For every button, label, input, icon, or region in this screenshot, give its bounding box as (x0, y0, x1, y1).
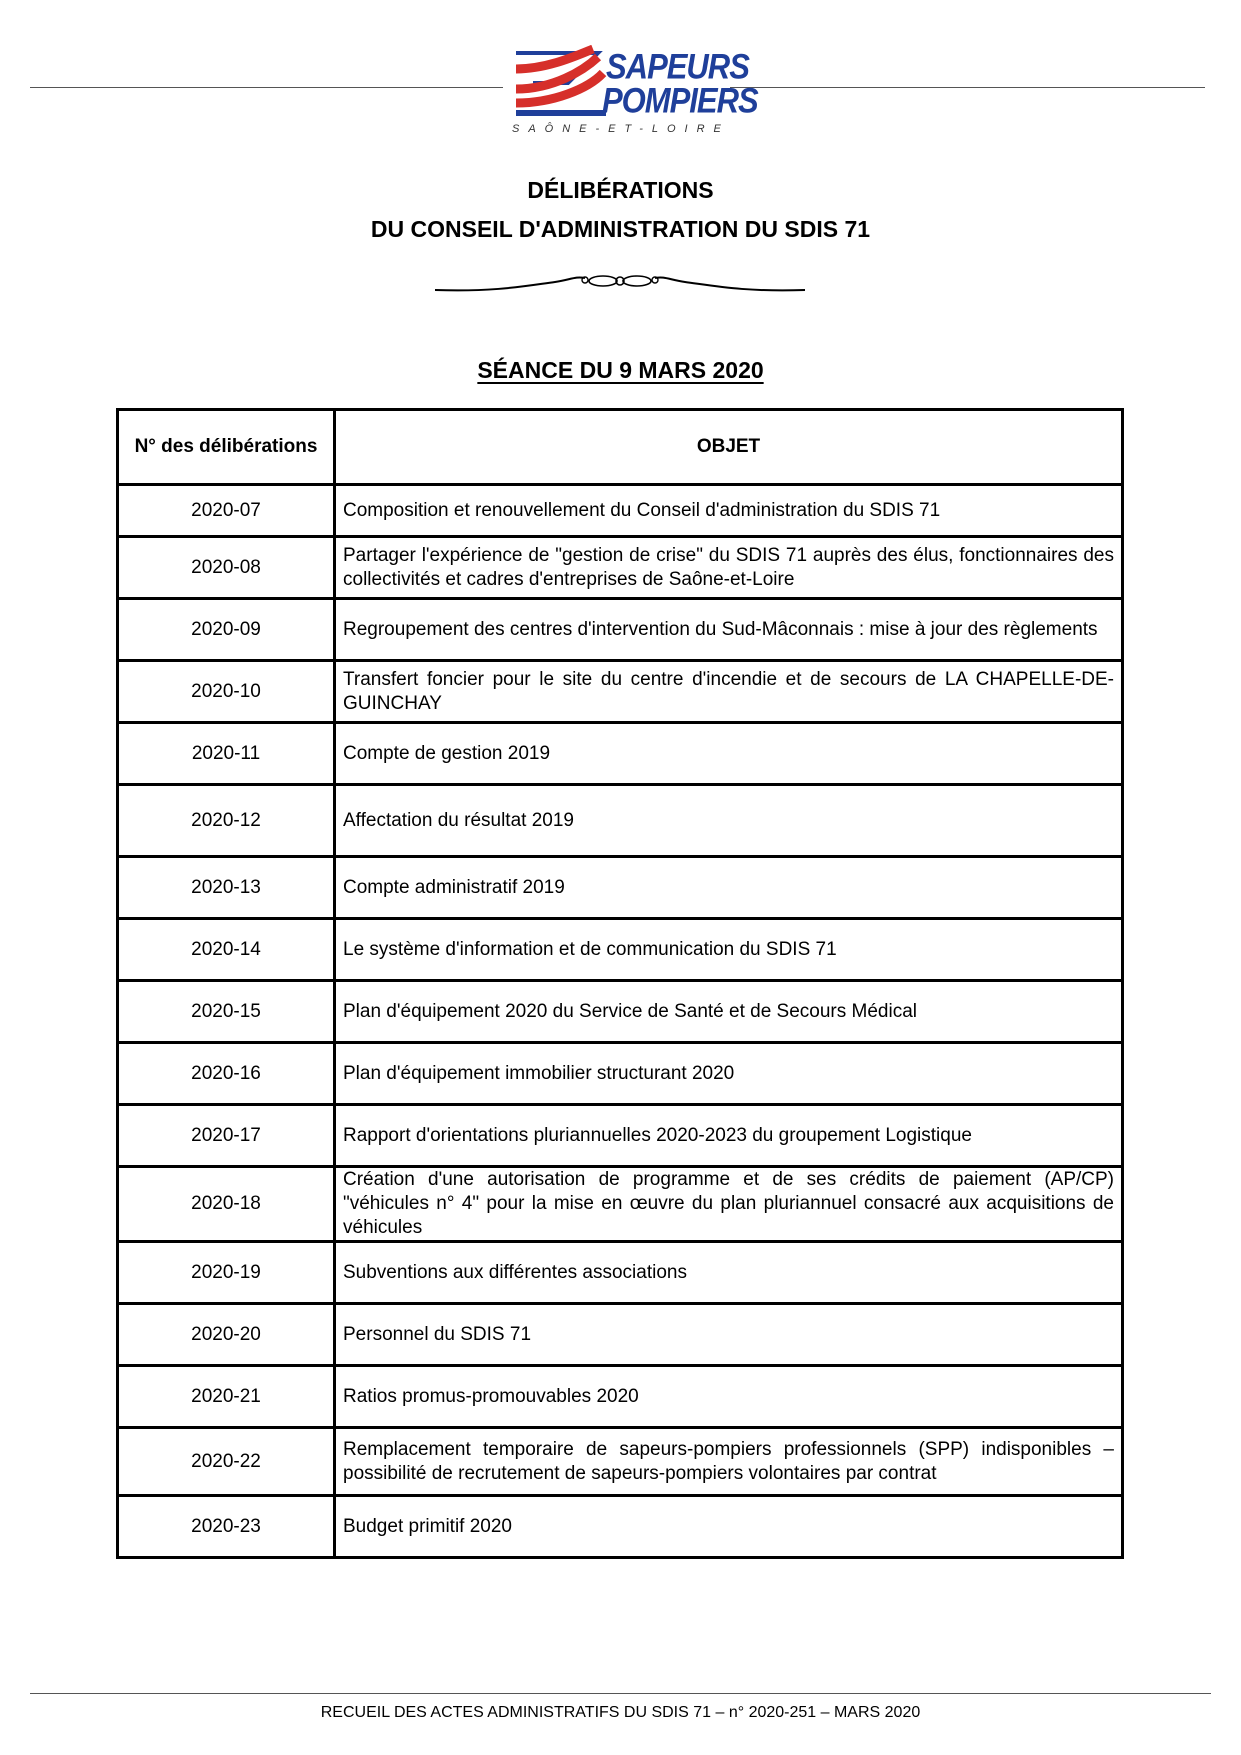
deliberation-number: 2020-18 (118, 1167, 335, 1242)
header-objet: OBJET (335, 410, 1123, 485)
deliberation-object: Regroupement des centres d'intervention du Sud-Mâconnais : mise à jour des règlements (335, 599, 1123, 661)
deliberation-number: 2020-07 (118, 485, 335, 537)
table-row (118, 1496, 1123, 1558)
deliberation-number: 2020-19 (118, 1242, 335, 1304)
session-heading: SÉANCE DU 9 MARS 2020 (477, 357, 764, 383)
logo-text-pompiers: POMPIERS (602, 80, 758, 121)
document-subtitle: DU CONSEIL D'ADMINISTRATION DU SDIS 71 (370, 216, 871, 242)
table-row (118, 1428, 1123, 1496)
footer-text: RECUEIL DES ACTES ADMINISTRATIFS DU SDIS 71 – n° 2020-251 – MARS 2020 (320, 1704, 921, 1721)
deliberation-object: Personnel du SDIS 71 (335, 1304, 1123, 1366)
table-header-row (118, 410, 1123, 485)
deliberation-number: 2020-13 (118, 857, 335, 919)
table-row (118, 1242, 1123, 1304)
deliberation-object: Subventions aux différentes associations (335, 1242, 1123, 1304)
deliberation-number: 2020-16 (118, 1043, 335, 1105)
sdis-logo (508, 45, 758, 145)
table-row (118, 785, 1123, 857)
deliberation-object: Plan d'équipement 2020 du Service de Santé et de Secours Médical (335, 981, 1123, 1043)
table-row (118, 857, 1123, 919)
deliberation-object: Rapport d'orientations pluriannuelles 2020-2023 du groupement Logistique (335, 1105, 1123, 1167)
deliberation-number: 2020-20 (118, 1304, 335, 1366)
table-row (118, 1304, 1123, 1366)
deliberation-object: Le système d'information et de communication du SDIS 71 (335, 919, 1123, 981)
header-num: N° des délibérations (118, 410, 335, 485)
deliberation-object: Partager l'expérience de "gestion de crise" du SDIS 71 auprès des élus, fonctionnaires des collectivités et cadres d'entreprises de Saône-et-Loire (335, 537, 1123, 599)
table-row (118, 723, 1123, 785)
table-row (118, 537, 1123, 599)
deliberation-object: Création d'une autorisation de programme et de ses crédits de paiement (AP/CP) "véhicules n° 4" pour la mise en œuvre du plan pluriannuel consacré aux acquisitions de véhicules (335, 1167, 1123, 1242)
document-title: DÉLIBÉRATIONS (527, 177, 714, 203)
deliberation-object: Transfert foncier pour le site du centre d'incendie et de secours de LA CHAPELLE-DE-GUINCHAY (335, 661, 1123, 723)
table-row (118, 919, 1123, 981)
deliberation-number: 2020-08 (118, 537, 335, 599)
logo-swoosh-icon (508, 45, 608, 120)
deliberation-object: Compte administratif 2019 (335, 857, 1123, 919)
deliberation-object: Affectation du résultat 2019 (335, 785, 1123, 857)
ornament-divider-icon (435, 268, 805, 298)
table-row (118, 1105, 1123, 1167)
deliberation-number: 2020-15 (118, 981, 335, 1043)
deliberation-number: 2020-22 (118, 1428, 335, 1496)
deliberations-table (116, 408, 1124, 1559)
table-row (118, 1366, 1123, 1428)
deliberation-object: Ratios promus-promouvables 2020 (335, 1366, 1123, 1428)
table-row (118, 1167, 1123, 1242)
header-rule-left (30, 87, 503, 88)
deliberation-number: 2020-14 (118, 919, 335, 981)
deliberation-number: 2020-21 (118, 1366, 335, 1428)
deliberation-object: Composition et renouvellement du Conseil d'administration du SDIS 71 (335, 485, 1123, 537)
table-row (118, 599, 1123, 661)
deliberation-number: 2020-23 (118, 1496, 335, 1558)
footer-rule (30, 1693, 1211, 1694)
deliberation-number: 2020-09 (118, 599, 335, 661)
deliberation-number: 2020-10 (118, 661, 335, 723)
table-row (118, 485, 1123, 537)
deliberation-object: Remplacement temporaire de sapeurs-pompiers professionnels (SPP) indisponibles – possibilité de recrutement de sapeurs-pompiers volontaires par contrat (335, 1428, 1123, 1496)
deliberation-object: Budget primitif 2020 (335, 1496, 1123, 1558)
table-row (118, 661, 1123, 723)
deliberation-number: 2020-11 (118, 723, 335, 785)
deliberation-number: 2020-17 (118, 1105, 335, 1167)
logo-text-sapeurs: SAPEURS (606, 46, 749, 87)
header-rule-right (730, 87, 1205, 88)
deliberation-number: 2020-12 (118, 785, 335, 857)
deliberation-object: Compte de gestion 2019 (335, 723, 1123, 785)
table-row (118, 1043, 1123, 1105)
logo-subtitle: SAÔNE-ET-LOIRE (512, 123, 730, 135)
deliberation-object: Plan d'équipement immobilier structurant 2020 (335, 1043, 1123, 1105)
table-row (118, 981, 1123, 1043)
